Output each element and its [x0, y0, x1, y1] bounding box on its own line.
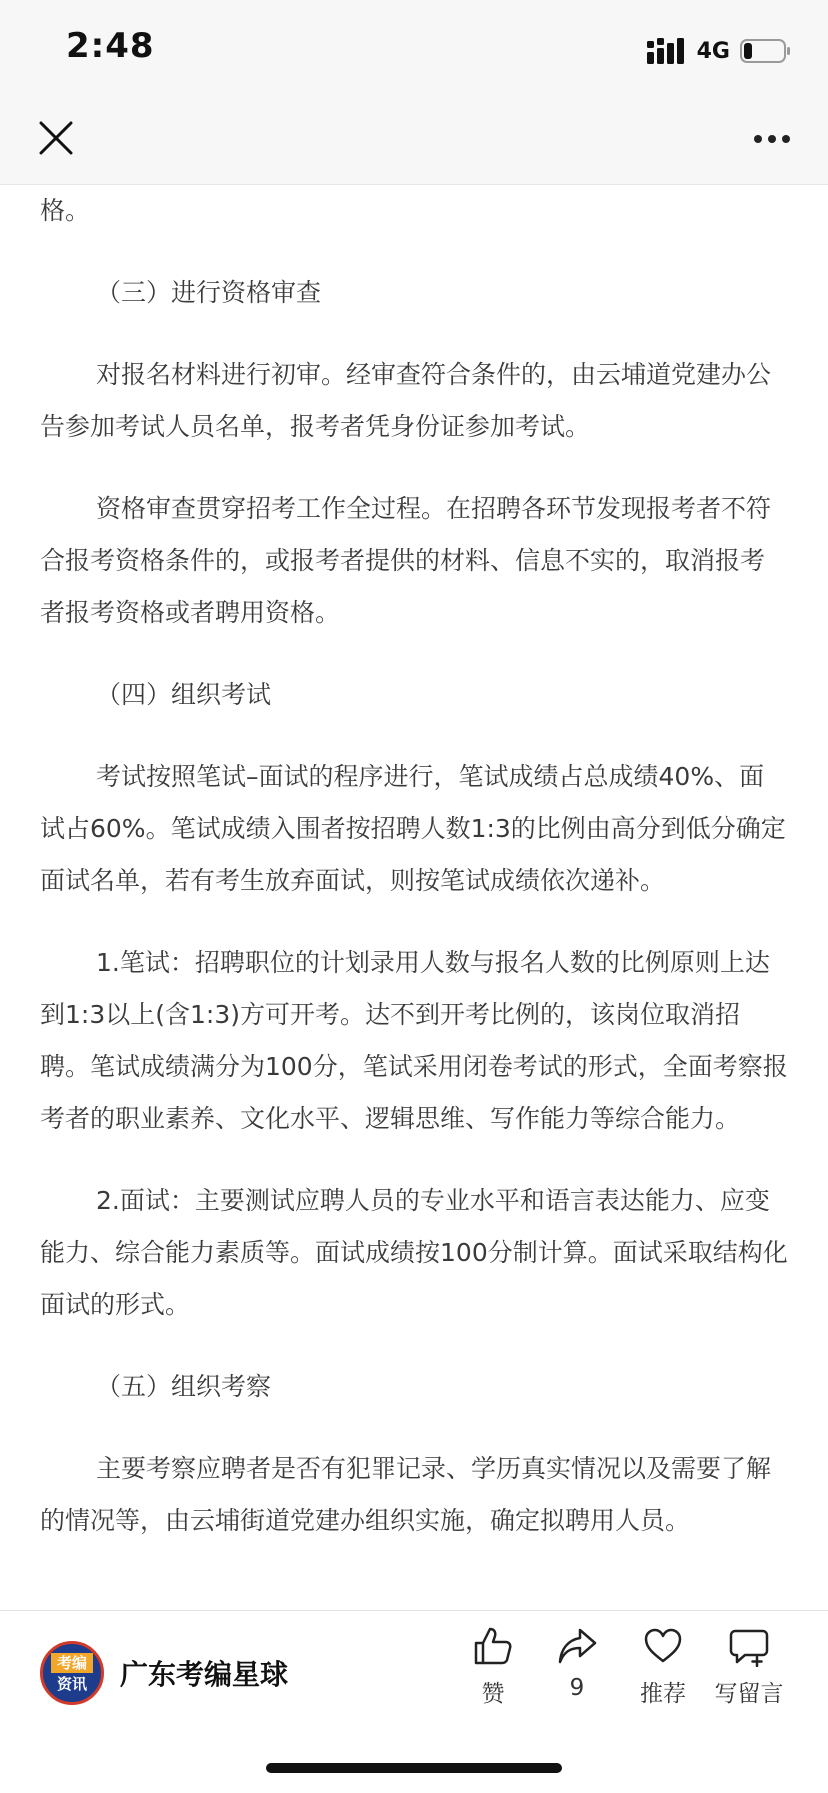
account-name[interactable]: 广东考编星球	[120, 1658, 289, 1691]
signal-icon	[647, 38, 687, 64]
article-paragraph: 对报名材料进行初审。经审查符合条件的，由云埔道党建办公告参加考试人员名单，报考者凭身份证参加考试。	[40, 360, 772, 441]
nav-bar	[0, 96, 828, 185]
status-time: 2:48	[66, 26, 155, 66]
thumbs-up-icon	[472, 1625, 514, 1667]
more-icon[interactable]	[752, 132, 792, 146]
article-paragraph: 2.面试：主要测试应聘人员的专业水平和语言表达能力、应变能力、综合能力素质等。面试成绩按100分制计算。面试采取结构化面试的形式。	[40, 1186, 788, 1319]
close-icon[interactable]	[38, 120, 74, 156]
section-heading: （四）组织考试	[96, 680, 272, 709]
like-button[interactable]	[448, 1625, 538, 1708]
article-paragraph: 主要考察应聘者是否有犯罪记录、学历真实情况以及需要了解的情况等，由云埔街道党建办组织实施，确定拟聘用人员。	[40, 1454, 772, 1535]
article-paragraph: 资格审查贯穿招考工作全过程。在招聘各环节发现报考者不符合报考资格条件的，或报考者提供的材料、信息不实的，取消报考者报考资格或者聘用资格。	[40, 494, 772, 627]
section-heading: （三）进行资格审查	[96, 278, 322, 307]
heart-icon	[642, 1625, 684, 1667]
share-count: 9	[569, 1675, 585, 1701]
share-button[interactable]	[532, 1625, 622, 1701]
status-indicators	[647, 36, 792, 66]
status-bar	[0, 0, 828, 96]
comment-label: 写留言	[714, 1681, 784, 1707]
share-icon	[556, 1625, 598, 1667]
section-heading: （五）组织考察	[96, 1372, 272, 1401]
article-paragraph: 1.笔试：招聘职位的计划录用人数与报名人数的比例原则上达到1:3以上(含1:3)方可开考。达不到开考比例的，该岗位取消招聘。笔试成绩满分为100分，笔试采用闭卷考试的形式，全面考察报考者的职业素养、文化水平、逻辑思维、写作能力等综合能力。	[40, 948, 788, 1133]
network-label: 4G	[696, 38, 730, 64]
comment-button[interactable]	[704, 1625, 794, 1708]
avatar[interactable]	[40, 1641, 104, 1705]
article-paragraph: 考试按照笔试–面试的程序进行，笔试成绩占总成绩40%、面试占60%。笔试成绩入围者按招聘人数1:3的比例由高分到低分确定面试名单，若有考生放弃面试，则按笔试成绩依次递补。	[40, 762, 786, 895]
comment-icon	[727, 1625, 771, 1667]
home-indicator	[266, 1763, 562, 1773]
recommend-button[interactable]	[618, 1625, 708, 1708]
battery-icon	[740, 38, 792, 64]
article-paragraph: 格。	[40, 196, 91, 225]
like-label: 赞	[481, 1681, 505, 1707]
avatar-top-text: 考编	[51, 1653, 93, 1673]
article-body	[40, 185, 788, 1610]
recommend-label: 推荐	[640, 1681, 686, 1707]
avatar-bottom-text: 资讯	[51, 1675, 93, 1693]
